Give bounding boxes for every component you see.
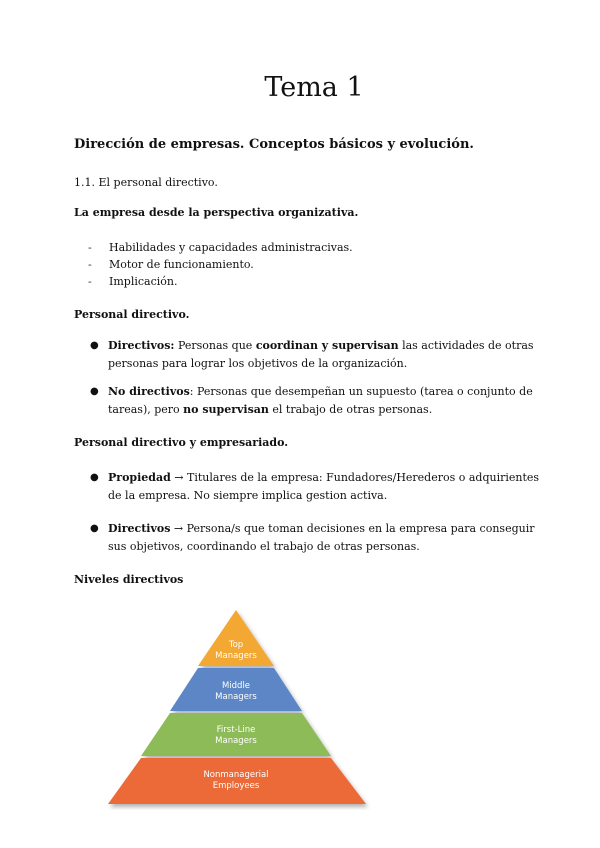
pyramid-label: Managers: [215, 736, 257, 746]
list-item: - Habilidades y capacidades administracivas.: [88, 241, 353, 254]
org-perspective-list: [88, 239, 353, 290]
page-title: Tema 1: [264, 72, 364, 103]
directivos-empresariado-definition: Directivos → Persona/s que toman decisiones en la empresa para conseguir sus objetivos, coordinando el trabajo de otras personas.: [108, 522, 535, 553]
directivos-definition: Directivos: Personas que coordinan y supervisan las actividades de otras personas para lograr los objetivos de la organización.: [108, 339, 534, 370]
pyramid-label: Nonmanagerial: [203, 770, 269, 780]
management-levels-pyramid: [104, 608, 372, 810]
subsection-title: 1.1. El personal directivo.: [74, 176, 218, 189]
bullet-icon: ●: [90, 523, 99, 534]
pyramid-label: Managers: [215, 651, 257, 661]
section-heading: Dirección de empresas. Conceptos básicos y evolución.: [74, 137, 474, 152]
niveles-heading: Niveles directivos: [74, 573, 184, 586]
list-item: - Motor de funcionamiento.: [88, 258, 254, 271]
propiedad-definition: Propiedad → Titulares de la empresa: Fundadores/Herederos o adquirientes de la empresa. No siempre implica gestion activa.: [108, 471, 540, 502]
pyramid-label: Middle: [221, 681, 251, 691]
bullet-icon: ●: [90, 386, 99, 397]
list-item: - Implicación.: [88, 275, 178, 288]
org-perspective-heading: La empresa desde la perspectiva organizativa.: [74, 206, 359, 219]
pyramid-label: Managers: [215, 692, 257, 702]
pyramid-label: First-Line: [216, 725, 256, 735]
bullet-icon: ●: [90, 472, 99, 483]
bullet-icon: ●: [90, 340, 99, 351]
no-directivos-definition: No directivos: Personas que desempeñan un supuesto (tarea o conjunto de tareas), pero no supervisan el trabajo de otras personas.: [108, 385, 533, 416]
personal-directivo-heading: Personal directivo.: [74, 308, 190, 321]
empresariado-heading: Personal directivo y empresariado.: [74, 436, 289, 449]
pyramid-label: Top: [228, 640, 244, 650]
pyramid-label: Employees: [212, 781, 260, 791]
